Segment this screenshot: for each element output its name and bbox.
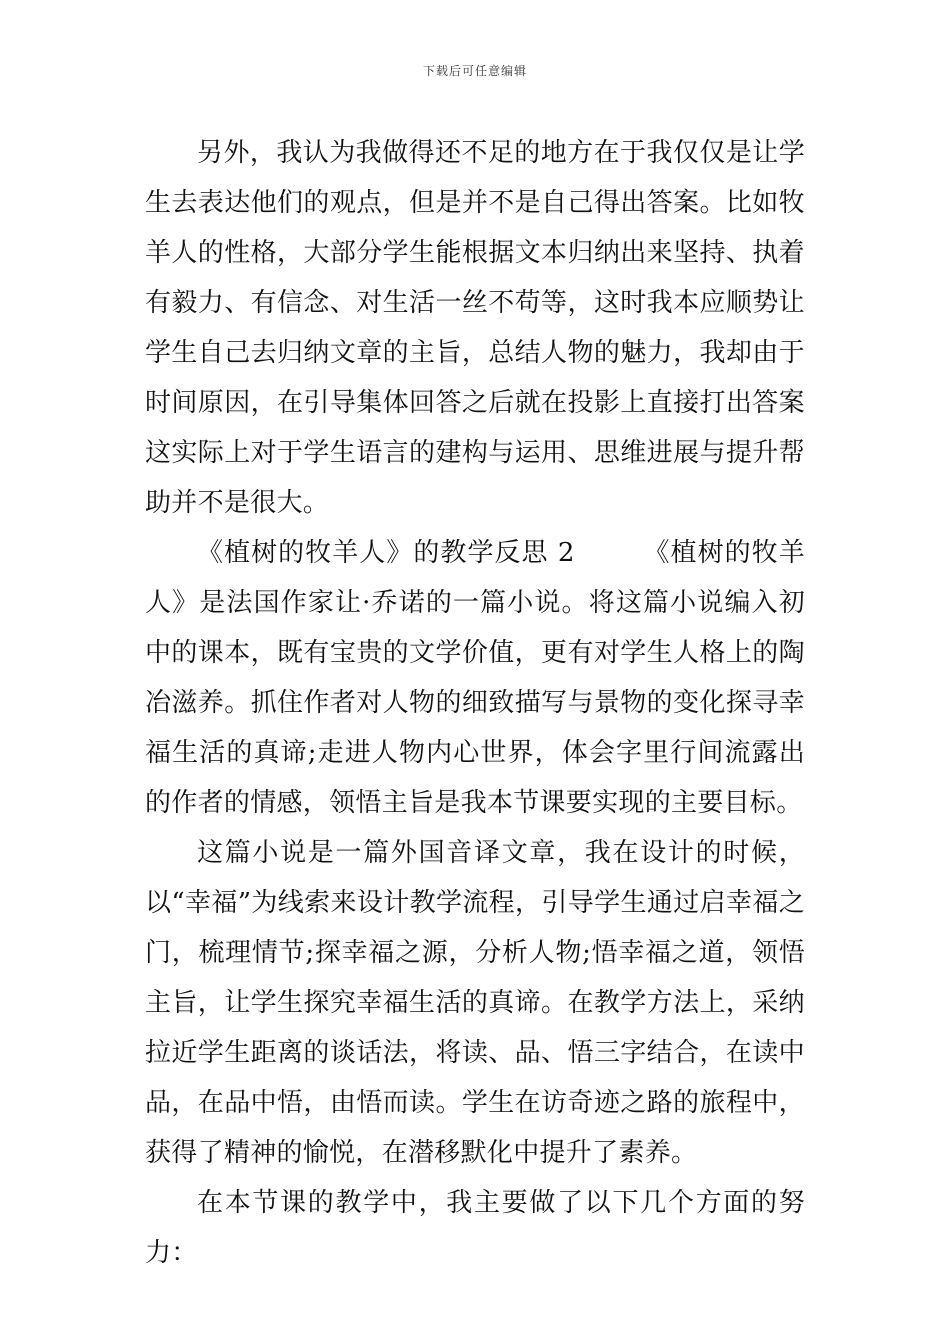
paragraph-2 xyxy=(145,528,805,828)
document-body xyxy=(145,128,805,1278)
paragraph-3: 这篇小说是一篇外国音译文章，我在设计的时候，以“幸福”为线索来设计教学流程，引导学生通过启幸福之门，梳理情节;探幸福之源，分析人物;悟幸福之道，领悟主旨，让学生探究幸福生活的真谛。在教学方法上，采纳拉近学生距离的谈话法，将读、品、悟三字结合，在读中品，在品中悟，由悟而读。学生在访奇迹之路的旅程中，获得了精神的愉悦，在潜移默化中提升了素养。 xyxy=(145,838,805,1168)
paragraph-1: 另外，我认为我做得还不足的地方在于我仅仅是让学生去表达他们的观点，但是并不是自己得出答案。比如牧羊人的性格，大部分学生能根据文本归纳出来坚持、执着有毅力、有信念、对生活一丝不苟等，这时我本应顺势让学生自己去归纳文章的主旨，总结人物的魅力，我却由于时间原因，在引导集体回答之后就在投影上直接打出答案这实际上对于学生语言的建构与运用、思维进展与提升帮助并不是很大。 xyxy=(145,138,805,518)
paragraph-4: 在本节课的教学中，我主要做了以下几个方面的努力： xyxy=(145,1188,805,1268)
section-title: 《植树的牧羊人》的教学反思 2 xyxy=(197,538,575,568)
page-header: 下载后可任意编辑 xyxy=(422,64,527,78)
section-body: 《植树的牧羊人》是法国作家让·乔诺的一篇小说。将这篇小说编入初中的课本，既有宝贵的文学价值，更有对学生人格上的陶冶滋养。抓住作者对人物的细致描写与景物的变化探寻幸福生活的真谛;走进人物内心世界，体会字里行间流露出的作者的情感，领悟主旨是我本节课要实现的主要目标。 xyxy=(145,538,805,818)
